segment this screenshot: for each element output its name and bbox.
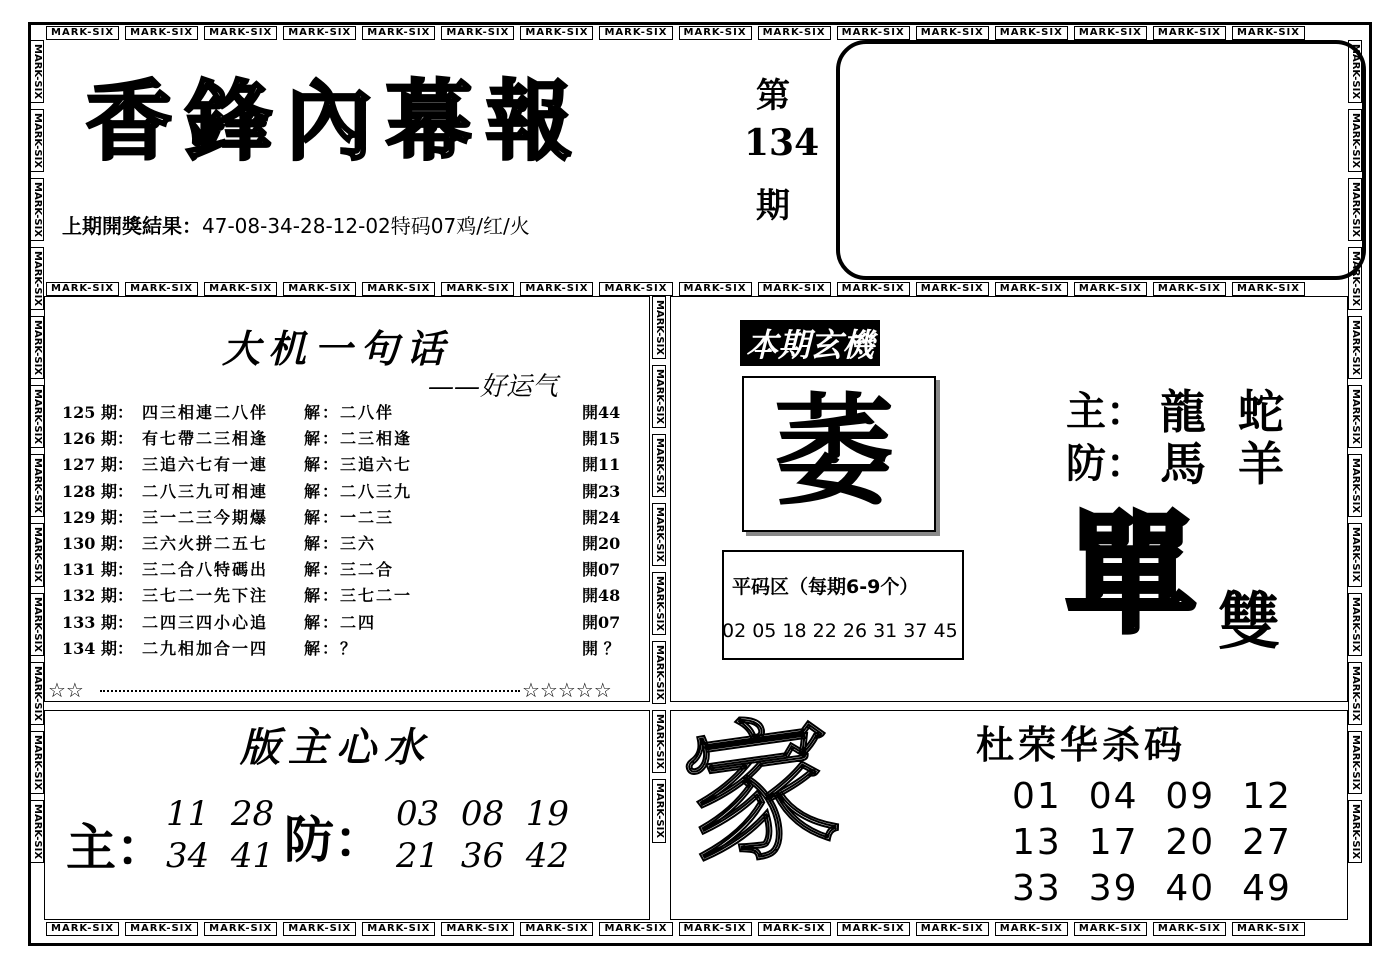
border-label: MARK-SIX — [1232, 922, 1305, 936]
border-label: MARK-SIX — [441, 26, 514, 40]
pingma-box — [722, 550, 964, 660]
issue-prefix: 第 — [756, 76, 790, 116]
tianji-row-answer: 解：三追六七 — [304, 455, 413, 475]
border-label: MARK-SIX — [46, 26, 119, 40]
border-label: MARK-SIX — [1348, 247, 1362, 310]
border-strip-bottom — [46, 922, 1346, 938]
banzhu-zhu-row2: 34 41 — [166, 836, 275, 876]
border-label: MARK-SIX — [1348, 523, 1362, 586]
border-label: MARK-SIX — [30, 523, 44, 586]
banzhu-title: 版主心水 — [240, 724, 432, 771]
border-label: MARK-SIX — [362, 282, 435, 296]
tianji-row-hint: 三七二一先下注 — [142, 586, 269, 606]
tianji-row-period: 126 期： — [62, 429, 133, 449]
border-label: MARK-SIX — [758, 282, 831, 296]
border-label: MARK-SIX — [1348, 593, 1362, 656]
border-label: MARK-SIX — [1232, 282, 1305, 296]
border-label: MARK-SIX — [995, 282, 1068, 296]
tianji-row-period: 130 期： — [62, 534, 133, 553]
border-label: MARK-SIX — [520, 282, 593, 296]
tianji-row — [62, 610, 642, 636]
border-label: MARK-SIX — [1348, 316, 1362, 379]
tianji-row-open: 開11 — [582, 455, 621, 475]
border-label: MARK-SIX — [362, 922, 435, 936]
tianji-row-hint: 三二合八特碼出 — [142, 560, 269, 580]
border-label: MARK-SIX — [652, 296, 666, 359]
banzhu-zhu-label: 主： — [66, 818, 166, 877]
tianji-row-answer: 解：二八三九 — [304, 481, 413, 501]
border-label: MARK-SIX — [362, 26, 435, 40]
border-label: MARK-SIX — [441, 922, 514, 936]
border-label: MARK-SIX — [652, 434, 666, 497]
border-label: MARK-SIX — [30, 40, 44, 103]
border-label: MARK-SIX — [46, 282, 119, 296]
border-label: MARK-SIX — [652, 710, 666, 773]
xuanji-char: 萎 — [774, 381, 894, 522]
newspaper-title: 香鋒內幕報 — [86, 71, 586, 172]
border-label: MARK-SIX — [1348, 385, 1362, 448]
tianji-row-answer: 解：二三相逢 — [304, 429, 413, 449]
border-label: MARK-SIX — [1348, 731, 1362, 794]
border-label: MARK-SIX — [283, 282, 356, 296]
border-label: MARK-SIX — [30, 454, 44, 517]
pingma-title: 平码区（每期6-9个） — [732, 576, 919, 598]
border-label: MARK-SIX — [520, 922, 593, 936]
border-strip-center-divider — [652, 296, 668, 921]
border-label: MARK-SIX — [30, 178, 44, 241]
tianji-subtitle: ——好运气 — [428, 372, 559, 402]
tianji-row-open: 開15 — [582, 429, 621, 449]
dotted-divider — [100, 690, 520, 692]
tianji-row — [62, 400, 642, 426]
border-label: MARK-SIX — [125, 282, 198, 296]
tianji-row-period: 132 期： — [62, 586, 133, 606]
border-label: MARK-SIX — [916, 922, 989, 936]
kill-row-2: 13 17 20 27 — [1012, 822, 1292, 863]
issue-suffix: 期 — [756, 186, 790, 226]
ad-box-blank — [836, 40, 1366, 280]
tianji-row — [62, 636, 642, 662]
border-label: MARK-SIX — [652, 779, 666, 842]
tianji-row — [62, 583, 642, 609]
tianji-row-period: 131 期： — [62, 560, 133, 580]
border-label: MARK-SIX — [283, 26, 356, 40]
tianji-row-hint: 三追六七有一連 — [142, 455, 269, 475]
border-label: MARK-SIX — [283, 922, 356, 936]
border-label: MARK-SIX — [1153, 922, 1226, 936]
kill-row-1: 01 04 09 12 — [1012, 776, 1292, 817]
border-label: MARK-SIX — [758, 922, 831, 936]
border-label: MARK-SIX — [204, 922, 277, 936]
zhu-value: 龍 蛇 — [1160, 385, 1293, 439]
border-label: MARK-SIX — [1348, 109, 1362, 172]
tianji-row-open: 開23 — [582, 481, 621, 501]
stars-left: ☆☆ — [48, 678, 84, 702]
tianji-row-hint: 二八三九可相連 — [142, 481, 269, 501]
tianji-row-answer: 解：三六 — [304, 534, 377, 553]
border-label: MARK-SIX — [1348, 178, 1362, 241]
tianji-row-period: 128 期： — [62, 481, 133, 501]
issue-number: 134 — [744, 122, 820, 164]
border-label: MARK-SIX — [837, 26, 910, 40]
banzhu-fang-label: 防： — [284, 810, 384, 869]
tianji-row-open: 開44 — [582, 403, 621, 422]
tianji-row-period: 134 期： — [62, 638, 133, 658]
border-label: MARK-SIX — [837, 282, 910, 296]
stars-right: ☆☆☆☆☆ — [522, 678, 612, 702]
tianji-row-open: 開20 — [582, 534, 621, 553]
border-label: MARK-SIX — [652, 365, 666, 428]
border-label: MARK-SIX — [30, 247, 44, 310]
tianji-row-hint: 三六火拼二五七 — [142, 534, 269, 553]
border-label: MARK-SIX — [1153, 26, 1226, 40]
border-label: MARK-SIX — [758, 26, 831, 40]
border-label: MARK-SIX — [995, 26, 1068, 40]
border-label: MARK-SIX — [30, 109, 44, 172]
border-label: MARK-SIX — [30, 731, 44, 794]
tianji-row-hint: 二四三四小心追 — [142, 612, 269, 632]
last-result — [62, 210, 530, 239]
kill-row-3: 33 39 40 49 — [1012, 868, 1292, 909]
border-label: MARK-SIX — [30, 800, 44, 863]
border-label: MARK-SIX — [1348, 662, 1362, 725]
tianji-row-open: 開07 — [582, 560, 621, 580]
border-label: MARK-SIX — [30, 316, 44, 379]
tianji-row — [62, 557, 642, 583]
border-label: MARK-SIX — [652, 572, 666, 635]
border-label: MARK-SIX — [995, 922, 1068, 936]
banzhu-fang-row1: 03 08 19 — [396, 794, 570, 834]
tianji-row-hint: 三一二三今期爆 — [142, 507, 269, 527]
zhu-label: 主： — [1066, 388, 1146, 435]
tianji-row-answer: 解：二八伴 — [304, 403, 395, 422]
tianji-row — [62, 531, 642, 557]
tianji-row-period: 129 期： — [62, 507, 133, 527]
border-label: MARK-SIX — [1232, 26, 1305, 40]
tianji-row-answer: 解：二四 — [304, 612, 377, 632]
tianji-title: 大机一句话 — [222, 326, 453, 371]
border-label: MARK-SIX — [1348, 454, 1362, 517]
border-label: MARK-SIX — [520, 26, 593, 40]
border-label: MARK-SIX — [204, 282, 277, 296]
tianji-row-hint: 四三相連二八伴 — [142, 403, 269, 422]
border-label: MARK-SIX — [599, 26, 672, 40]
border-label: MARK-SIX — [30, 593, 44, 656]
tianji-row-open: 開48 — [582, 586, 621, 606]
dan-char: 單 — [1066, 498, 1197, 651]
fang-value: 馬 羊 — [1160, 437, 1293, 491]
tianji-row — [62, 505, 642, 531]
tianji-row — [62, 479, 642, 505]
border-label: MARK-SIX — [125, 922, 198, 936]
border-label: MARK-SIX — [30, 662, 44, 725]
border-label: MARK-SIX — [125, 26, 198, 40]
last-result-value: 47-08-34-28-12-02特码07鸡/红/火 — [202, 214, 530, 238]
tianji-row-answer: 解：三二合 — [304, 560, 395, 580]
tianji-row-open: 開07 — [582, 612, 621, 632]
border-label: MARK-SIX — [1074, 922, 1147, 936]
border-label: MARK-SIX — [679, 922, 752, 936]
tianji-row-answer: 解：一二三 — [304, 507, 395, 527]
border-label: MARK-SIX — [599, 922, 672, 936]
border-label: MARK-SIX — [599, 282, 672, 296]
border-label: MARK-SIX — [1153, 282, 1226, 296]
tianji-row-period: 125 期： — [62, 403, 133, 422]
tianji-row-hint: 有七帶二三相逢 — [142, 429, 269, 449]
border-label: MARK-SIX — [679, 26, 752, 40]
xuanji-title: 本期玄機 — [740, 320, 880, 366]
kill-title: 杜荣华杀码 — [976, 722, 1187, 767]
border-label: MARK-SIX — [1348, 800, 1362, 863]
tianji-row — [62, 426, 642, 452]
border-label: MARK-SIX — [1074, 282, 1147, 296]
border-label: MARK-SIX — [679, 282, 752, 296]
tianji-row-open: 開 ？ — [582, 638, 620, 658]
tianji-row-answer: 解：？ — [304, 638, 359, 658]
border-label: MARK-SIX — [916, 26, 989, 40]
pingma-numbers: 02 05 18 22 26 31 37 45 — [722, 620, 958, 642]
fang-label: 防： — [1066, 440, 1146, 487]
tianji-row-period: 127 期： — [62, 455, 133, 475]
border-label: MARK-SIX — [441, 282, 514, 296]
border-label: MARK-SIX — [204, 26, 277, 40]
tianji-row-answer: 解：三七二一 — [304, 586, 413, 606]
border-label: MARK-SIX — [837, 922, 910, 936]
jia-char: 家 — [674, 694, 848, 890]
banzhu-fang-row2: 21 36 42 — [396, 836, 570, 876]
tianji-row — [62, 452, 642, 478]
border-label: MARK-SIX — [652, 641, 666, 704]
border-label: MARK-SIX — [46, 922, 119, 936]
tianji-row-hint: 二九相加合一四 — [142, 638, 269, 658]
border-label: MARK-SIX — [30, 385, 44, 448]
border-label: MARK-SIX — [1074, 26, 1147, 40]
border-label: MARK-SIX — [916, 282, 989, 296]
border-label: MARK-SIX — [1348, 40, 1362, 103]
shuang-char: 雙 — [1218, 585, 1281, 658]
banzhu-zhu-row1: 11 28 — [166, 794, 275, 834]
tianji-row-period: 133 期： — [62, 612, 133, 632]
last-result-label: 上期開獎結果： — [62, 214, 202, 238]
tianji-row-open: 開24 — [582, 507, 621, 527]
border-label: MARK-SIX — [652, 503, 666, 566]
